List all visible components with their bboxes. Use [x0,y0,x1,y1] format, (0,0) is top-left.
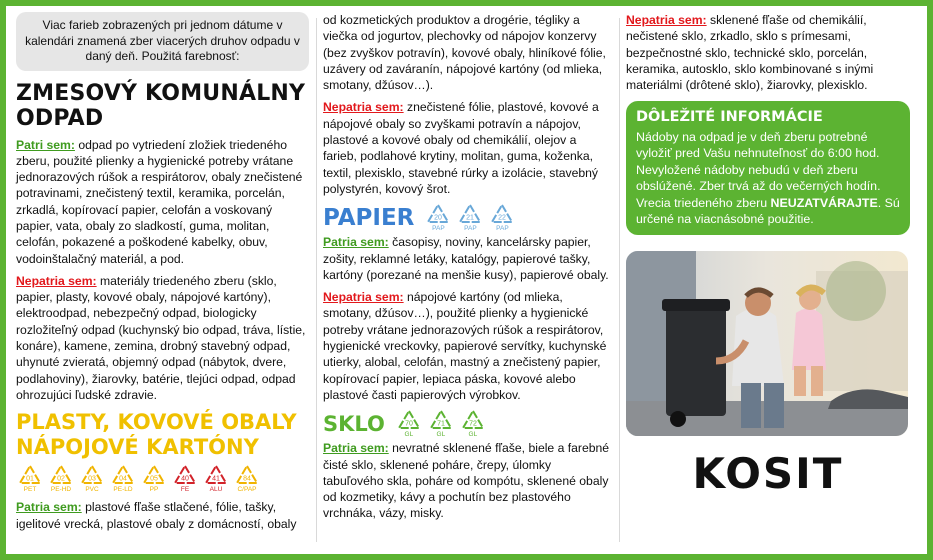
recycling-code-icon [459,409,487,438]
recycle-code-number: 22 [498,214,507,222]
kosit-logo [626,449,910,499]
mixed-not-text: materiály triedeného zberu (sklo, papier, plasty, kovové obaly, nápojové kartóny), elektroodpad, nebezpečný odpad, biologicky rozložiteľný odpad (kuchynský bio odpad, tráva, lístie, konáre), kamene, zemina, drobný stavebný odpad, uhynuté zvieratá, objemný odpad (nábytok, dvere, podlahoviny), žiarovky, batérie, tlejúci odpad, odpad ohrozujúci ľudské zdravie. [16,273,306,402]
plastic-belongs-cont: od kozmetických produktov a drogérie, tégliky a viečka od jogurtov, plechovky od nápojov konzervy (bez zvyškov potravín), kovové obaly, hliníkové fólie, uzávery od zaváranín, nápojové kartóny (od mlieka, smotany, džúsov…). [323,13,606,93]
recycle-code-label: PP [149,486,159,494]
belongs-label: Patria sem: [16,500,82,515]
column-divider [316,18,317,542]
recycle-code-label: GL [404,431,414,439]
plastic-title: PLASTY, KOVOVÉ OBALY NÁPOJOVÉ KARTÓNY [16,410,297,460]
recycling-code-icon [488,203,516,232]
recycling-code-icon [16,464,44,493]
recycling-code-icon [233,464,261,493]
recycle-code-number: 40 [181,475,189,483]
plastic-belongs-text: plastové fľaše stlačené, fólie, tašky, igelitové vrecká, plastové obaly z domácností, obaly [16,500,297,531]
family-bin-photo [626,251,908,436]
glass-not [626,12,910,93]
important-info-box [626,101,910,235]
recycling-code-icon [424,203,452,232]
recycle-code-number: 02 [57,475,65,483]
column-middle [323,12,613,528]
recycle-code-number: 71 [436,420,445,428]
recycling-code-icon [171,464,199,493]
recycling-code-icon [202,464,230,493]
recycle-code-number: 05 [150,475,158,483]
info-text-part: . Sú určené na viacnásobné použitie. [636,195,900,226]
recycling-code-icon [427,409,455,438]
column-divider [619,18,620,542]
column-left [16,12,309,538]
paper-header [323,203,613,232]
recycle-triangle-icon [458,203,482,225]
not-belongs-label: Nepatria sem: [323,100,404,115]
recycle-code-number: 03 [88,475,96,483]
recycle-triangle-icon [397,409,421,431]
plastic-not-text: znečistené fólie, plastové, kovové a nápojové obaly so zvyškami potravín a nápojov, plastové a kovové obaly od chemikálií, olejov a farieb, podlahové krytiny, molitan, guma, koženka, textil, plexisklo, stavebné rúrky a izolácie, stavebný polystyrén, kovový šrot. [323,100,599,196]
mixed-belongs [16,137,309,267]
recycle-code-label: C/PAP [237,486,257,494]
recycle-code-label: GL [468,431,478,439]
plastic-recycling-icons [16,464,309,493]
belongs-label: Patria sem: [323,235,389,250]
recycle-triangle-icon [173,464,197,486]
glass-belongs [323,440,613,521]
important-info-text [636,129,900,227]
recycle-triangle-icon [111,464,135,486]
recycle-code-label: PAP [432,225,445,233]
recycling-code-icon [109,464,137,493]
belongs-label: Patri sem: [16,137,75,152]
recycle-code-number: 84 [243,475,251,483]
recycle-code-label: PE-HD [50,486,72,494]
glass-belongs-text: nevratné sklenené fľaše, biele a farebné čisté sklo, sklenené poháre, črepy, úlomky tabuľového skla, poháre od kompótu, sklenené obaly od kozmetiky, kávy a pochutín bez plastového vrchnáka, vázy, misky. [323,441,610,521]
recycle-code-number: 21 [466,214,475,222]
not-belongs-label: Nepatria sem: [16,273,97,288]
belongs-label: Patria sem: [323,441,389,456]
mixed-waste-title: ZMESOVÝ KOMUNÁLNY ODPAD [16,80,306,131]
recycle-code-label: FE [180,486,190,494]
recycle-triangle-icon [18,464,42,486]
recycle-triangle-icon [235,464,259,486]
not-belongs-label: Nepatria sem: [626,13,707,27]
recycle-triangle-icon [490,203,514,225]
paper-not-text: nápojové kartóny (od mlieka, smotany, džúsov…), použité plienky a hygienické potreby vrátane jednorazových rúšok a respirátorov, hygienické vreckovky, papierové servítky, kuchynské utierky, alobal, celofán, mastný a znečistený papier, kopírovací papier, lepiaca páska, kovové alebo plastové časti papierových výrobkov. [323,290,607,402]
paper-not [323,289,613,403]
recycle-triangle-icon [49,464,73,486]
logo-text: KOSIT [692,449,844,499]
mixed-not [16,273,309,403]
important-info-title: DÔLEŽITÉ INFORMÁCIE [636,109,823,126]
recycling-code-icon [456,203,484,232]
paper-title: PAPIER [323,204,415,231]
info-text-part: Nádoby na odpad je v deň zberu potrebné vyložiť pred Vašu nehnuteľnosť do 6:00 hod. Nevyložené nádoby nebudú v deň zberu obslúžené. Zber trvá až do večerných hodín. Vrecia triedeného zberu [636,129,881,210]
recycle-code-number: 72 [468,420,477,428]
recycle-code-label: PVC [85,486,99,494]
recycling-code-icon [140,464,168,493]
glass-recycling-icons [395,409,487,438]
paper-recycling-icons [424,203,516,232]
paper-belongs-text: časopisy, noviny, kancelársky papier, zošity, reklamné letáky, katalógy, papierové tašky, kartóny (porezané na menšie kusy), papierové obaly. [323,235,609,282]
recycling-code-icon [78,464,106,493]
photo-illustration [626,251,908,436]
recycle-code-label: PAP [496,225,509,233]
recycle-triangle-icon [80,464,104,486]
recycle-code-label: ALU [209,486,223,494]
glass-not-text: sklenené fľaše od chemikálií, nečistené sklo, zrkadlo, sklo s prímesami, bezpečnostné sklo, technické sklo, porcelán, keramika, autosklo, sklo kombinované s inými materiálmi (drôtené sklo), žiarovky, plexisklo. [626,13,874,93]
recycle-triangle-icon [426,203,450,225]
recycle-code-label: PAP [464,225,477,233]
paper-belongs [323,234,613,283]
info-text-bold: NEUZATVÁRAJTE [770,195,878,210]
plastic-belongs [16,499,309,532]
column-right [626,12,910,499]
recycle-code-label: PET [23,486,37,494]
recycle-triangle-icon [429,409,453,431]
recycle-triangle-icon [204,464,228,486]
recycle-triangle-icon [142,464,166,486]
recycle-code-number: 41 [212,475,220,483]
recycle-code-label: GL [436,431,446,439]
recycling-code-icon [395,409,423,438]
color-note: Viac farieb zobrazených pri jednom dátume v kalendári znamená zber viacerých druhov odpadu v daný deň. Použitá farebnosť: [16,12,309,71]
not-belongs-label: Nepatria sem: [323,290,404,305]
recycle-code-number: 01 [26,475,34,483]
recycle-code-number: 04 [119,475,127,483]
recycle-code-label: PE-LD [113,486,133,494]
plastic-not [323,99,613,197]
recycle-triangle-icon [461,409,485,431]
recycling-code-icon [47,464,75,493]
glass-header [323,409,613,438]
recycle-code-number: 70 [404,420,413,428]
mixed-belongs-text: odpad po vytriedení zložiek triedeného zberu, použité plienky a hygienické potreby vrátane jednorazových rúšok a respirátorov, obaly znečistené potravinami, znečistený textil, keramika, porcelán, zrkadlá, kopírovací papier, celofán a voskovaný papier, vata, obaly zo sladkostí, guma, molitan, celofán, pokazené a poškodené kabelky, obuv, vodoinštalačný materiál, a pod. [16,137,303,266]
glass-title: SKLO [323,411,385,436]
recycle-code-number: 20 [434,214,443,222]
